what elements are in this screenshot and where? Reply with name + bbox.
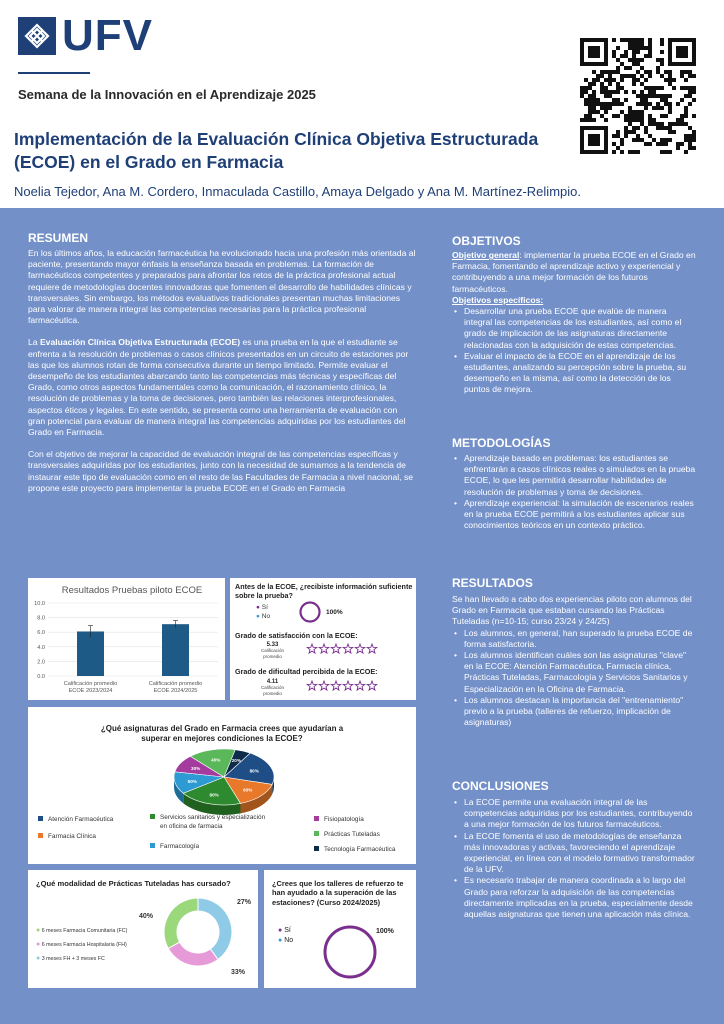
list-item: • Los alumnos, en general, han superado la prueba ECOE de forma satisfactoria. — [452, 628, 697, 650]
modality-donut — [28, 870, 258, 988]
satisfaction-score — [250, 642, 295, 660]
legend-label: Servicios sanitarios y especialización — [160, 814, 266, 821]
list-item: • Desarrollar una prueba ECOE que evalúe de manera integral las competencias de los estudiantes, así como el grado de implicación de las asignaturas directamente relacionadas con la adquisición de estas competencias. — [452, 306, 697, 351]
objetivos-list — [452, 306, 697, 396]
resultados-heading: RESULTADOS — [452, 576, 533, 590]
resultados-text — [452, 594, 697, 728]
avg-label-2: promedio — [263, 654, 282, 659]
difficulty-question: Grado de dificultad percibida de la ECOE: — [235, 667, 378, 676]
donut-slice — [198, 898, 232, 960]
donut-slice-label: 33% — [230, 969, 246, 976]
objetivos-heading: OBJETIVOS — [452, 234, 521, 248]
bar — [77, 631, 104, 676]
donut-ring-si — [301, 603, 320, 622]
metodologias-list — [452, 453, 697, 531]
conclusiones-list — [452, 797, 697, 920]
resultados-intro: Se han llevado a cabo dos experiencias piloto con alumnos del Grado en Farmacia que estaban cursando las Prácticas Tuteladas (n=10-15; curso 23/24 y 24/25) — [452, 594, 692, 627]
legend-mix-label: 3 meses FH + 3 meses FC — [41, 956, 105, 962]
legend-fh-label: 6 meses Farmacia Hospitalaria (FH) — [41, 942, 127, 948]
legend-swatch — [314, 816, 319, 821]
star-icon — [319, 644, 329, 653]
satisfaction-stars — [306, 642, 380, 656]
legend-si-label: Sí — [284, 927, 291, 934]
legend-label: Farmacología — [160, 843, 200, 850]
objetivos-text — [452, 250, 697, 396]
difficulty-score — [250, 679, 295, 697]
objetivo-general-label: Objetivo general — [452, 250, 520, 260]
resumen-p2-post: es una prueba en la que el estudiante se enfrenta a la resolución de problemas o casos clínicos presentados en un circuito de estaciones por las que los alumnos rotan de forma consecutiva durante un tiempo limitado. Permite evaluar el desempeño de los estudiantes abarcando tanto las competencias más técnicas y específicas del Grado, como otros aspectos fundamentales como la comunicación, el razonamiento clínico, la resolución de problemas y la toma de decisiones, pero también las relaciones interprofesionales, aspectos éticos y legales. En este sentido, se presenta como una herramienta de evaluación con gran potencial para evaluar de manera integral las competencias adquiridas por los estudiantes del Grado en Farmacia. — [28, 337, 409, 438]
talleres-pct: 100% — [376, 928, 394, 935]
y-tick-label: 6.0 — [37, 630, 45, 637]
resumen-p1: En los últimos años, la educación farmacéutica ha evolucionado hacia una profesión más orientada al paciente, presentando mayor énfasis la enseñanza basada en problemas. La formación de farmacéuticos competentes y preparados para afrontar los retos de la práctica profesional actual requiere de metodologías docentes innovadoras que fomenten el desarrollo de habilidades clínicas y transversales. Sin embargo, los métodos evaluativos tradicionales presentan muchas limitaciones para valorar de manera integral las competencias necesarias para la práctica profesional farmacéutica. — [28, 248, 416, 326]
resumen-p3: Con el objetivo de mejorar la capacidad de evaluación integral de las competencias específicas y transversales adquiridas por los estudiantes, junto con la necesidad de sumarnos a la tendencia de instaurar este tipo de evaluación como en el resto de las Facultades de Farmacia a nivel nacional, se propone este proyecto para implementar la prueba ECOE en el Grado en Farmacia — [28, 449, 414, 493]
legend-si: ● Sí — [256, 604, 268, 611]
resumen-heading: RESUMEN — [28, 231, 89, 245]
survey-donut — [298, 600, 322, 624]
list-item: • Evaluar el impacto de la ECOE en el aprendizaje de los estudiantes, analizando su percepción sobre la prueba, su desempeño en la misma, así como la detección de los puntos de mejora. — [452, 351, 697, 396]
legend-swatch — [38, 816, 43, 821]
conclusiones-heading: CONCLUSIONES — [452, 779, 549, 793]
legend-mix: ● 3 meses FH + 3 meses FC — [36, 955, 105, 962]
legend-label: Prácticas Tuteladas — [324, 831, 380, 838]
star-icon — [355, 644, 365, 653]
pie-slice-label: 80% — [209, 792, 219, 798]
legend-fc: ● 6 meses Farmacia Comunitaria (FC) — [36, 927, 128, 934]
list-item: • La ECOE fomenta el uso de metodologías de enseñanza más innovadoras y activas, favoreciendo el aprendizaje experiencial, en línea con el modelo formativo transformador de la UFV. — [452, 831, 697, 876]
conclusiones-text — [452, 797, 697, 920]
event-name: Semana de la Innovación en el Aprendizaje 2025 — [18, 87, 316, 102]
list-item: • La ECOE permite una evaluación integral de las competencias adquiridas por los estudiantes, contribuyendo a una mejor formación de los futuros farmacéuticos. — [452, 797, 697, 831]
subjects-pie — [28, 707, 416, 864]
qr-code — [580, 38, 696, 154]
y-tick-label: 0.0 — [37, 674, 45, 680]
star-icon — [331, 644, 341, 653]
donut-slice-label: 40% — [138, 913, 154, 920]
modality-title: ¿Qué modalidad de Prácticas Tuteladas has cursado? — [36, 879, 231, 888]
y-tick-label: 2.0 — [37, 659, 45, 666]
list-item: • Aprendizaje experiencial: la simulación de escenarios reales en la prueba ECOE permitirá a los estudiantes aplicar sus conocimientos teóricos en un contexto práctico. — [452, 498, 697, 532]
x-tick-label: Calificación promedio — [148, 681, 203, 687]
legend-label: Fisiopatología — [324, 816, 364, 823]
star-icon — [307, 681, 317, 690]
talleres-legend — [278, 926, 293, 946]
list-item: • Es necesario trabajar de manera coordinada a lo largo del Grado para reforzar la adquisición de las competencias directamente implicadas en la prueba, especialmente desde aquellas asignaturas que tienen una aplicación más clínica. — [452, 875, 697, 920]
x-tick-label: ECOE 2024/2025 — [153, 688, 198, 694]
authors: Noelia Tejedor, Ana M. Cordero, Inmaculada Castillo, Amaya Delgado y Ana M. Martínez-Relimpio. — [14, 184, 581, 199]
logo-text: UFV — [62, 11, 153, 60]
legend-swatch — [150, 843, 155, 848]
legend-label: Tecnología Farmacéutica — [324, 846, 396, 853]
title-line-1: Implementación de la Evaluación Clínica Objetiva Estructurada — [14, 129, 539, 149]
legend-si-label: Sí — [261, 604, 268, 611]
objetivo-general — [452, 250, 697, 295]
metodologias-heading: METODOLOGÍAS — [452, 436, 551, 450]
pie-slice-label: 30% — [191, 766, 201, 772]
legend-swatch — [314, 846, 319, 851]
ufv-logo — [18, 11, 153, 60]
chart-title: Resultados Pruebas piloto ECOE — [61, 585, 203, 596]
talleres-panel — [264, 870, 416, 988]
legend-no: ● No — [256, 613, 271, 620]
star-icon — [343, 681, 353, 690]
y-tick-label: 4.0 — [37, 644, 45, 651]
pie-slice-label: 80% — [249, 768, 259, 774]
poster-title — [14, 128, 574, 174]
resumen-text — [28, 248, 416, 505]
star-icon — [355, 681, 365, 690]
subjects-pie-panel — [28, 707, 416, 864]
resultados-list — [452, 628, 697, 729]
resumen-p2-pre: La — [28, 337, 40, 348]
legend-no-label: No — [284, 937, 294, 944]
donut-slice — [164, 898, 198, 948]
legend-label: en oficina de farmacia — [160, 823, 223, 830]
ufv-emblem-icon — [18, 17, 56, 55]
list-item: • Los alumnos destacan la importancia del "entrenamiento" previo a la prueba (talleres de refuerzo, implicación de asignaturas) — [452, 695, 697, 729]
bar-chart — [28, 578, 225, 700]
resumen-p2-bold: Evaluación Clínica Objetiva Estructurada (ECOE) — [39, 337, 241, 348]
donut-ring-si — [325, 927, 375, 977]
modality-panel — [28, 870, 258, 988]
pie-slice-label: 50% — [187, 778, 197, 784]
star-icon — [307, 644, 317, 653]
legend-no-label: No — [261, 613, 271, 620]
difficulty-value: 4.11 — [266, 679, 279, 685]
pie-slice-label: 20% — [231, 758, 241, 764]
survey-pct: 100% — [326, 609, 343, 616]
legend-fc-label: 6 meses Farmacia Comunitaria (FC) — [41, 928, 128, 934]
y-tick-label: 8.0 — [37, 615, 45, 622]
bar — [162, 624, 189, 676]
legend-label: Atención Farmacéutica — [48, 816, 114, 823]
survey-panel — [230, 578, 416, 700]
list-item: • Aprendizaje basado en problemas: los estudiantes se enfrentarán a casos clínicos reales o simulados en la prueba ECOE, lo que les permitirá desarrollar habilidades de resolución de problemas y toma de decisiones. — [452, 453, 697, 498]
survey-legend — [256, 603, 270, 621]
metodologias-text — [452, 453, 697, 531]
avg-label-1: Calificación — [260, 685, 284, 690]
star-icon — [367, 681, 377, 690]
talleres-title: ¿Crees que los talleres de refuerzo te han ayudado a la superación de las estaciones? (Curso 2024/2025) — [272, 879, 404, 907]
legend-label: Farmacia Clínica — [48, 833, 96, 840]
star-icon — [367, 644, 377, 653]
subjects-pie-title: ¿Qué asignaturas del Grado en Farmacia crees que ayudarían a superar en mejores condiciones la ECOE? — [100, 724, 344, 743]
satisfaction-question: Grado de satisfacción con la ECOE: — [235, 631, 358, 640]
donut-slice-label: 27% — [236, 899, 252, 906]
bar-chart-panel — [28, 578, 225, 700]
resumen-p2 — [28, 337, 416, 438]
star-icon — [319, 681, 329, 690]
legend-no: ● No — [278, 937, 294, 944]
satisfaction-value: 5.33 — [266, 642, 279, 648]
pie-slice-label: 60% — [243, 787, 253, 793]
objetivo-general-text: : implementar la prueba ECOE en el Grado en Farmacia, fomentando el aprendizaje activo y experiencial y contribuyendo a una mejor formación de los futuros farmacéuticos. — [452, 250, 696, 294]
objetivos-especificos-label: Objetivos específicos: — [452, 294, 544, 305]
talleres-donut — [320, 922, 380, 982]
donut-slice — [168, 942, 218, 966]
y-tick-label: 10.0 — [34, 601, 45, 607]
legend-si: ● Sí — [278, 927, 291, 934]
x-tick-label: ECOE 2023/2024 — [68, 688, 113, 694]
avg-label-2: promedio — [263, 691, 282, 696]
star-icon — [343, 644, 353, 653]
survey-question: Antes de la ECOE, ¿recibiste información suficiente sobre la prueba? — [235, 582, 413, 600]
legend-swatch — [38, 833, 43, 838]
difficulty-stars — [306, 679, 380, 693]
x-tick-label: Calificación promedio — [63, 681, 118, 687]
title-line-2: (ECOE) en el Grado en Farmacia — [14, 152, 284, 172]
legend-swatch — [314, 831, 319, 836]
logo-underline — [18, 72, 90, 74]
star-icon — [331, 681, 341, 690]
legend-swatch — [150, 814, 155, 819]
list-item: • Los alumnos identifican cuáles son las asignaturas "clave" en la ECOE: Atención Farmacéutica, Farmacia clínica, Prácticas Tuteladas, Farmacología y Servicios Sanitarios y Especialización en la Oficina de Farmacia. — [452, 650, 697, 695]
legend-fh: ● 6 meses Farmacia Hospitalaria (FH) — [36, 941, 127, 948]
avg-label-1: Calificación — [260, 648, 284, 653]
pie-slice-label: 40% — [211, 757, 221, 763]
